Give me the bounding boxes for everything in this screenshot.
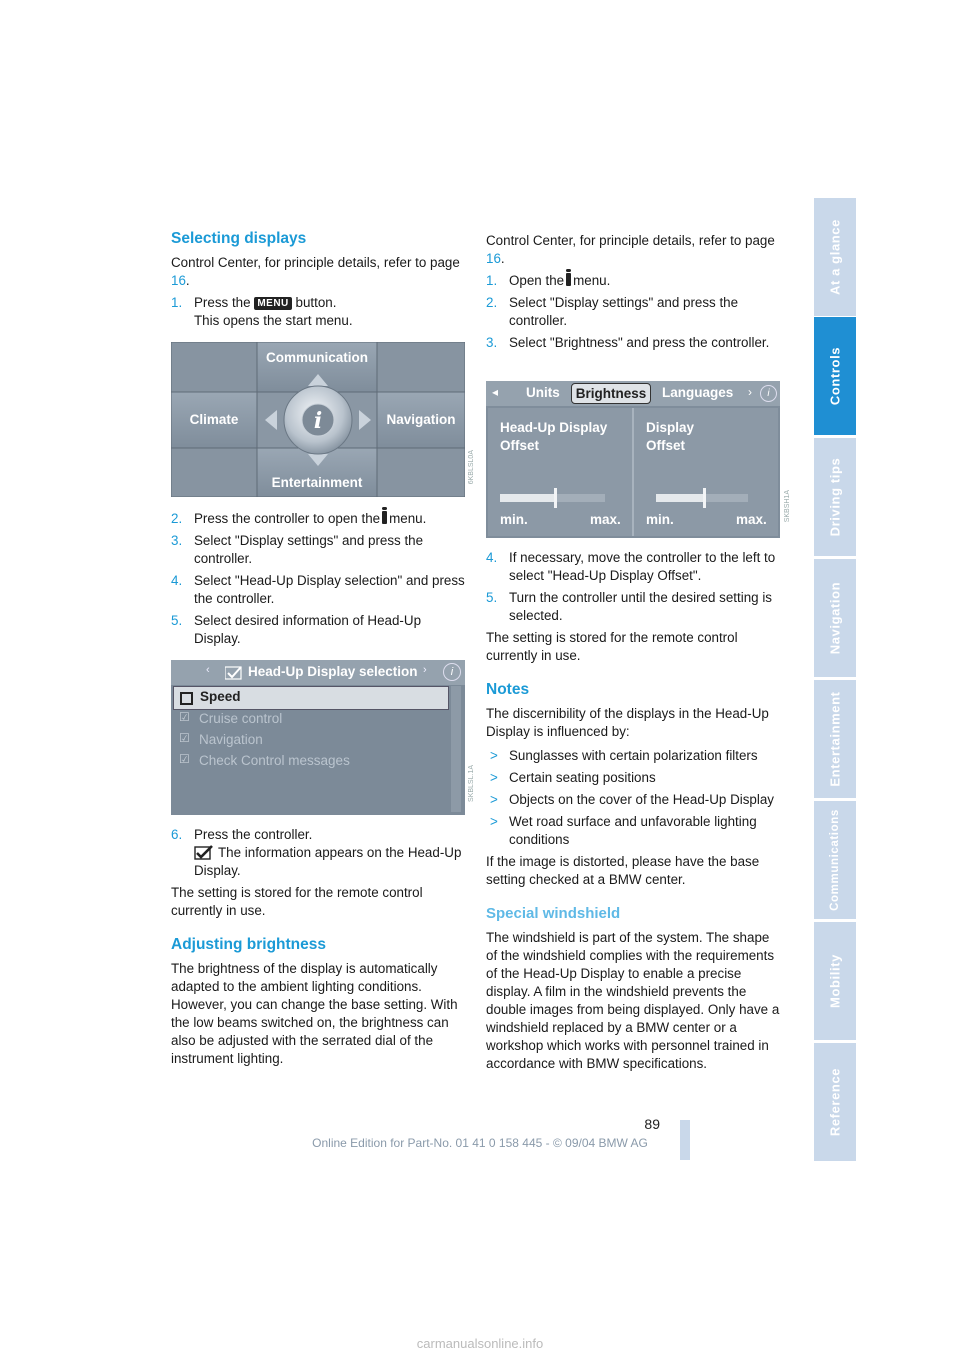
info-menu-icon <box>382 511 387 524</box>
tab-label: Driving tips <box>827 457 843 537</box>
heading-notes: Notes <box>486 681 530 698</box>
tab-label: Communications <box>829 809 841 911</box>
step-text: menu. <box>389 511 427 526</box>
right-arrow-icon: › <box>423 664 427 676</box>
left-arrow-icon: ‹ <box>206 664 210 676</box>
panel-title-1: Display <box>646 420 695 435</box>
hud-selection-screen <box>171 660 465 815</box>
step-number: 5. <box>486 590 498 605</box>
step-text: Turn the controller until the desired setting is selected. <box>509 590 772 623</box>
windshield-paragraph: The windshield is part of the system. The shape of the windshield complies with the requirements of the Head-Up Display to enable a precise display. A film in the windshield prevents the double images from being displayed. Only have a windshield replaced by a BMW center or a workshop which works with personnel trained in accordance with BMW specifications. <box>486 930 780 1071</box>
watermark: carmanualsonline.info <box>416 1336 544 1351</box>
bullet-glyph: > <box>490 814 498 829</box>
panel-title-2: Offset <box>646 438 686 453</box>
slider-track[interactable] <box>656 494 748 502</box>
step-number: 4. <box>171 573 183 588</box>
bullet-glyph: > <box>490 792 498 807</box>
step-number: 6. <box>171 827 183 842</box>
hud-item-navigation[interactable] <box>173 731 447 751</box>
checkmark-icon <box>194 845 214 860</box>
slider-fill <box>500 494 555 502</box>
brightness-paragraph: The brightness of the display is automatically adapted to the ambient lighting conditions. However, you can change the base setting. With the low beams switched on, the brightness can also be adjusted with the serrated dial of the instrument lighting. <box>171 961 458 1066</box>
scrollbar[interactable] <box>451 686 461 812</box>
bullet-text: Objects on the cover of the Head-Up Display <box>509 792 774 807</box>
tab-driving-tips[interactable] <box>814 438 856 556</box>
page-number: 89 <box>644 1116 660 1132</box>
start-menu-screen <box>171 342 465 497</box>
bullet-glyph: > <box>490 770 498 785</box>
tab-controls[interactable] <box>814 317 856 435</box>
intro-paragraph: Control Center, for principle details, refer to page 16. <box>486 233 775 266</box>
step-number: 1. <box>486 273 498 288</box>
step-number: 5. <box>171 613 183 628</box>
slider-handle[interactable] <box>554 488 557 508</box>
panel-title-2: Offset <box>500 438 540 453</box>
hud-item-cruise[interactable] <box>173 710 447 730</box>
step-4 <box>486 549 782 585</box>
heading-special-windshield: Special windshield <box>486 905 621 922</box>
step-text: Press the controller to open the <box>194 511 381 526</box>
step-number: 4. <box>486 550 498 565</box>
right-arrow-icon: › <box>748 385 752 399</box>
slider-track[interactable] <box>500 494 605 502</box>
tab-units[interactable]: Units <box>526 385 560 400</box>
menu-item-navigation: Navigation <box>386 412 456 427</box>
hud-item-check-control[interactable] <box>173 752 447 772</box>
brightness-screen <box>486 381 780 538</box>
tab-languages[interactable]: Languages <box>662 385 734 400</box>
stored-text: The setting is stored for the remote control currently in use. <box>486 630 738 663</box>
step-text: This opens the start menu. <box>194 313 353 328</box>
bullet-text: Sunglasses with certain polarization filters <box>509 748 758 763</box>
step-1 <box>486 272 782 290</box>
info-icon: i <box>760 385 777 402</box>
tab-label: Reference <box>827 1067 843 1137</box>
slider-fill <box>656 494 704 502</box>
step-text: If necessary, move the controller to the left to select "Head-Up Display Offset". <box>509 550 776 583</box>
check-icon: ☑ <box>179 752 190 766</box>
step-number: 3. <box>171 533 183 548</box>
checkbox-icon <box>180 692 193 705</box>
menu-button-icon: MENU <box>254 297 291 310</box>
tab-label: Entertainment <box>827 691 843 787</box>
svg-text:i: i <box>313 408 323 434</box>
checkmark-icon <box>225 666 243 680</box>
bullet-text: Certain seating positions <box>509 770 656 785</box>
left-steps-2-5 <box>171 510 467 652</box>
step-text: button. <box>295 295 337 310</box>
step-number: 2. <box>486 295 498 310</box>
tab-navigation[interactable] <box>814 559 856 677</box>
page-link[interactable]: 16 <box>171 273 186 288</box>
check-icon: ☑ <box>179 710 190 724</box>
figure-code: SKBLSL.1A <box>468 765 475 802</box>
footer-text: Online Edition for Part-No. 01 41 0 158 445 - © 09/04 BMW AG <box>312 1136 648 1150</box>
figure-code: 6KBLSL0A <box>468 450 475 485</box>
hud-item-label: Speed <box>200 689 241 704</box>
bullet-item <box>486 747 782 765</box>
panel-title-1: Head-Up Display <box>500 420 608 435</box>
bullet-text: Wet road surface and unfavorable lighting conditions <box>509 814 757 847</box>
step-4 <box>171 572 467 608</box>
slider-handle[interactable] <box>703 488 706 508</box>
step-2 <box>486 294 782 330</box>
page-link[interactable]: 16 <box>486 251 501 266</box>
step-3 <box>171 532 467 568</box>
slider-max-label: max. <box>590 512 621 527</box>
step-number: 2. <box>171 511 183 526</box>
step-text: Select "Display settings" and press the controller. <box>509 295 739 328</box>
tab-communications[interactable] <box>814 801 856 919</box>
right-column-bottom <box>486 549 782 1077</box>
step-6 <box>171 826 467 880</box>
intro-paragraph: Control Center, for principle details, refer to page 16. <box>171 255 460 288</box>
tab-mobility[interactable] <box>814 922 856 1040</box>
heading-adjusting-brightness: Adjusting brightness <box>171 936 326 953</box>
step-text: menu. <box>573 273 611 288</box>
slider-max-label: max. <box>736 512 767 527</box>
right-column-top <box>486 232 782 356</box>
step-text: Select "Brightness" and press the controller. <box>509 335 770 350</box>
slider-min-label: min. <box>646 512 674 527</box>
hud-item-label: Cruise control <box>199 711 283 726</box>
hud-offset-panel[interactable] <box>488 408 634 536</box>
step-text: Select "Display settings" and press the controller. <box>194 533 424 566</box>
step-text: Press the <box>194 295 251 310</box>
intro-text: Control Center, for principle details, refer to page <box>486 233 775 248</box>
stored-text: The setting is stored for the remote control currently in use. <box>171 885 423 918</box>
hud-item-label: Navigation <box>199 732 263 747</box>
tab-label: At a glance <box>827 219 843 295</box>
bullet-glyph: > <box>490 748 498 763</box>
bullet-item <box>486 769 782 787</box>
bullet-item <box>486 791 782 809</box>
tab-brightness[interactable]: Brightness <box>571 383 651 404</box>
step-text: Open the <box>509 273 565 288</box>
bullet-item <box>486 813 782 849</box>
step-3 <box>486 334 782 352</box>
heading-selecting-displays: Selecting displays <box>171 230 307 247</box>
info-menu-icon <box>566 273 571 286</box>
step-1 <box>171 294 467 330</box>
notes-intro: The discernibility of the displays in the Head-Up Display is influenced by: <box>486 706 769 739</box>
step-text: Press the controller. <box>194 827 313 842</box>
slider-min-label: min. <box>500 512 528 527</box>
step-text: Select desired information of Head-Up Display. <box>194 613 422 646</box>
step-text: The information appears on the Head-Up Display. <box>194 845 462 878</box>
step-5 <box>171 612 467 648</box>
tab-label: Mobility <box>827 954 843 1008</box>
distorted-text: If the image is distorted, please have the base setting checked at a BMW center. <box>486 854 760 887</box>
tab-entertainment[interactable] <box>814 680 856 798</box>
check-icon: ☑ <box>179 731 190 745</box>
step-number: 1. <box>171 295 183 310</box>
step-number: 3. <box>486 335 498 350</box>
hud-item-speed[interactable] <box>173 686 449 710</box>
hud-title: Head-Up Display selection <box>248 664 418 679</box>
figure-code: SKBSH1A <box>784 490 791 523</box>
intro-text: Control Center, for principle details, refer to page <box>171 255 460 270</box>
menu-item-communication: Communication <box>265 350 368 365</box>
step-5 <box>486 589 782 625</box>
hud-item-label: Check Control messages <box>199 753 350 768</box>
menu-item-climate: Climate <box>189 412 239 427</box>
tab-label: Controls <box>827 346 843 406</box>
left-arrow-icon: ◂ <box>492 385 499 399</box>
tab-label: Navigation <box>827 581 843 655</box>
tab-at-a-glance[interactable] <box>814 198 856 316</box>
menu-item-entertainment: Entertainment <box>271 475 363 490</box>
step-2 <box>171 510 467 528</box>
left-step-6 <box>171 826 467 1072</box>
display-offset-panel[interactable] <box>634 408 778 536</box>
left-column <box>171 230 467 334</box>
info-icon: i <box>443 663 461 681</box>
step-text: Select "Head-Up Display selection" and press the controller. <box>194 573 465 606</box>
